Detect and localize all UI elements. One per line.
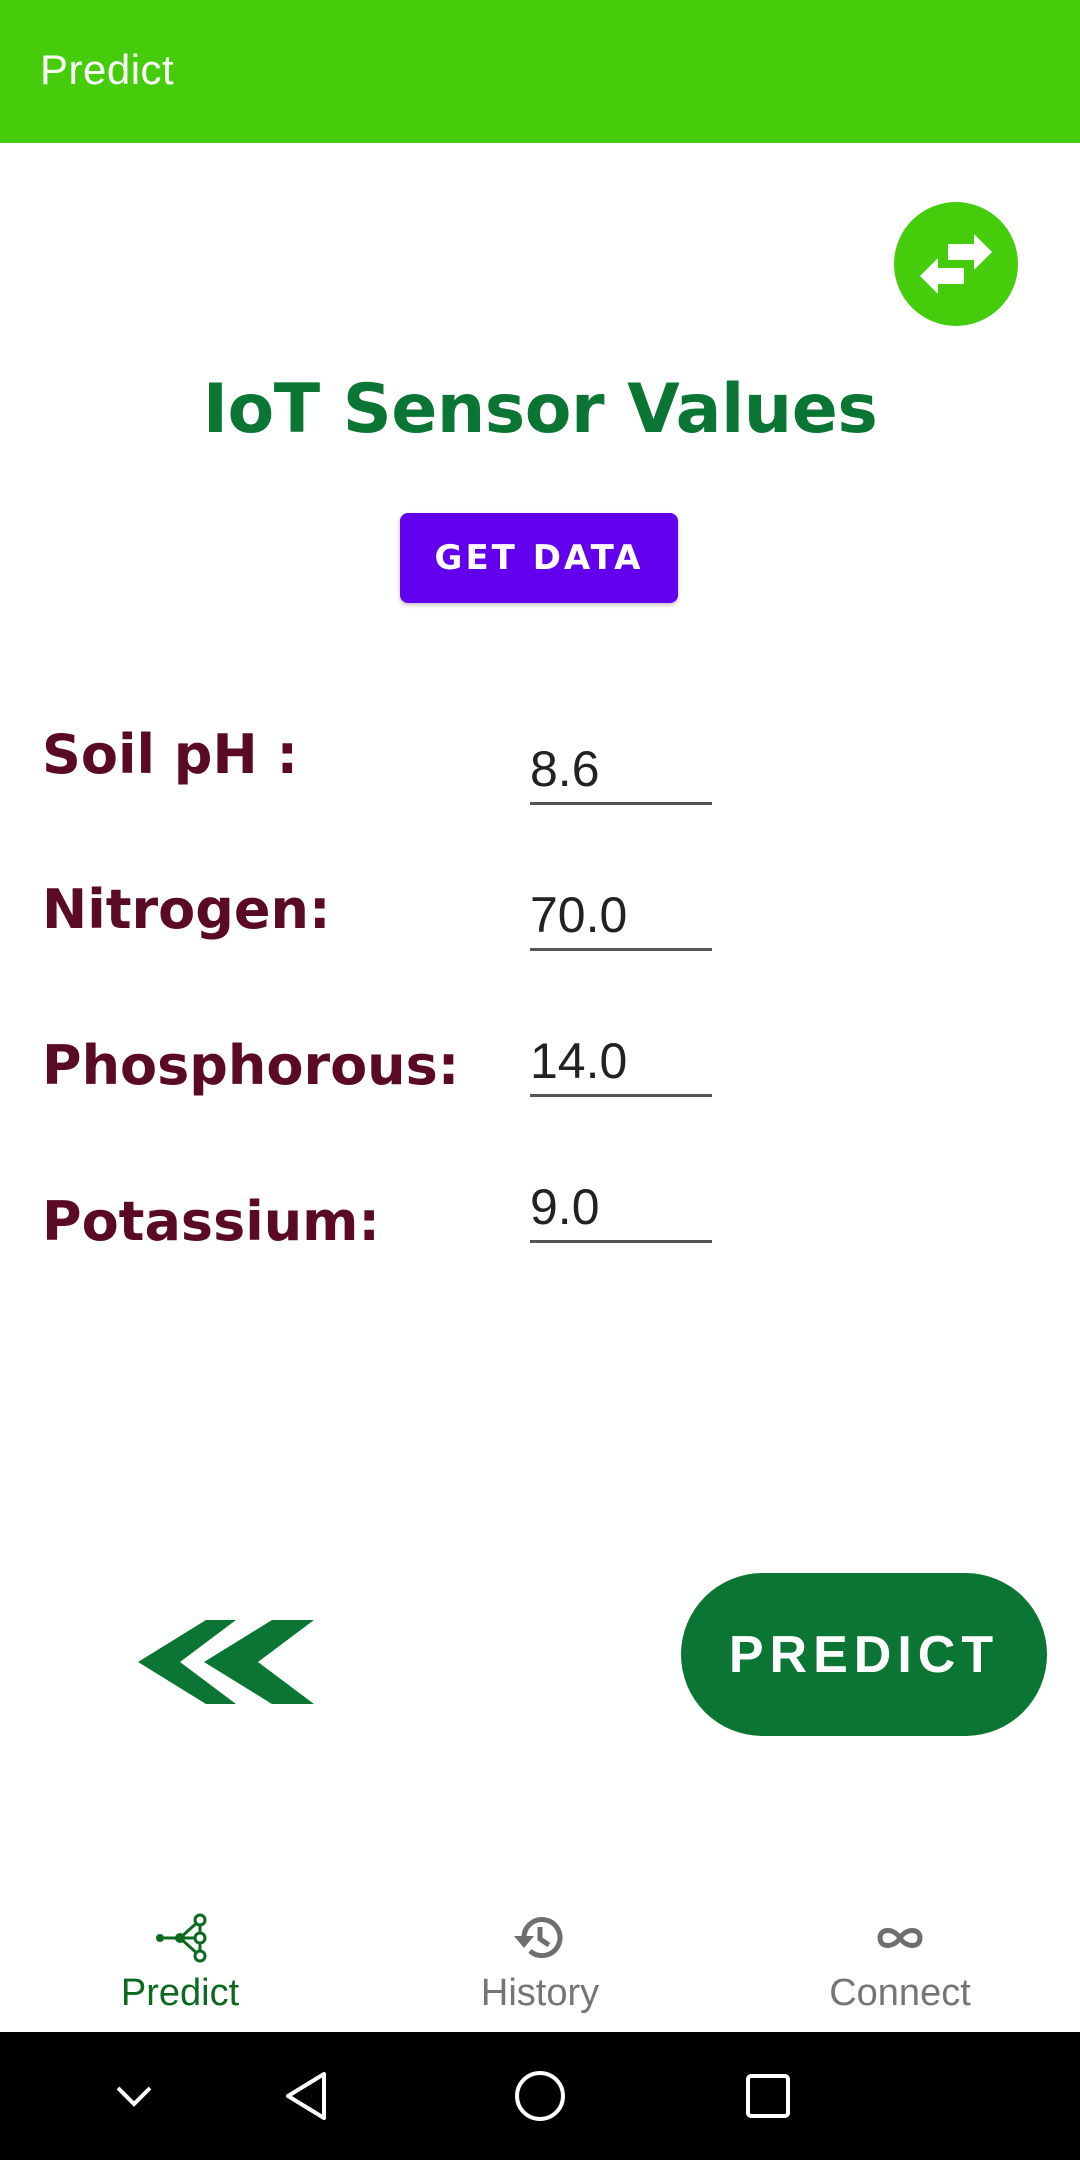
phosphorous-label: Phosphorous: [42, 1034, 460, 1097]
page-heading: IoT Sensor Values [202, 370, 878, 449]
bottom-navigation [0, 1880, 1080, 2032]
home-circle-icon[interactable] [506, 2062, 574, 2130]
back-triangle-icon[interactable] [274, 2062, 342, 2130]
recents-square-icon[interactable] [734, 2062, 802, 2130]
app-bar-title: Predict [40, 46, 175, 93]
nodes-icon [150, 1908, 210, 1968]
swap-button[interactable] [894, 202, 1018, 326]
history-icon [510, 1908, 570, 1968]
app-bar [0, 0, 1080, 143]
nav-label-history: History [480, 1972, 600, 2014]
nitrogen-input[interactable]: 70.0 [530, 879, 712, 951]
infinity-icon [870, 1908, 930, 1968]
predict-button[interactable]: PREDICT [681, 1573, 1047, 1736]
chevron-down-icon[interactable] [100, 2062, 168, 2130]
nav-label-predict: Predict [120, 1972, 240, 2014]
potassium-input[interactable]: 9.0 [530, 1171, 712, 1243]
double-chevron-left-icon [138, 1620, 314, 1704]
nav-item-connect[interactable] [720, 1880, 1080, 2032]
nav-item-history[interactable] [360, 1880, 720, 2032]
nav-label-connect: Connect [829, 1972, 971, 2014]
get-data-button[interactable]: GET DATA [400, 513, 678, 603]
phosphorous-input[interactable]: 14.0 [530, 1025, 712, 1097]
nav-item-predict[interactable] [0, 1880, 360, 2032]
swap-arrows-icon [914, 222, 998, 306]
system-navigation-bar [0, 2032, 1080, 2160]
soil-ph-input[interactable]: 8.6 [530, 733, 712, 805]
back-button[interactable] [138, 1620, 314, 1704]
potassium-label: Potassium: [42, 1190, 381, 1253]
nitrogen-label: Nitrogen: [42, 878, 331, 941]
soil-ph-label: Soil pH : [42, 723, 299, 786]
